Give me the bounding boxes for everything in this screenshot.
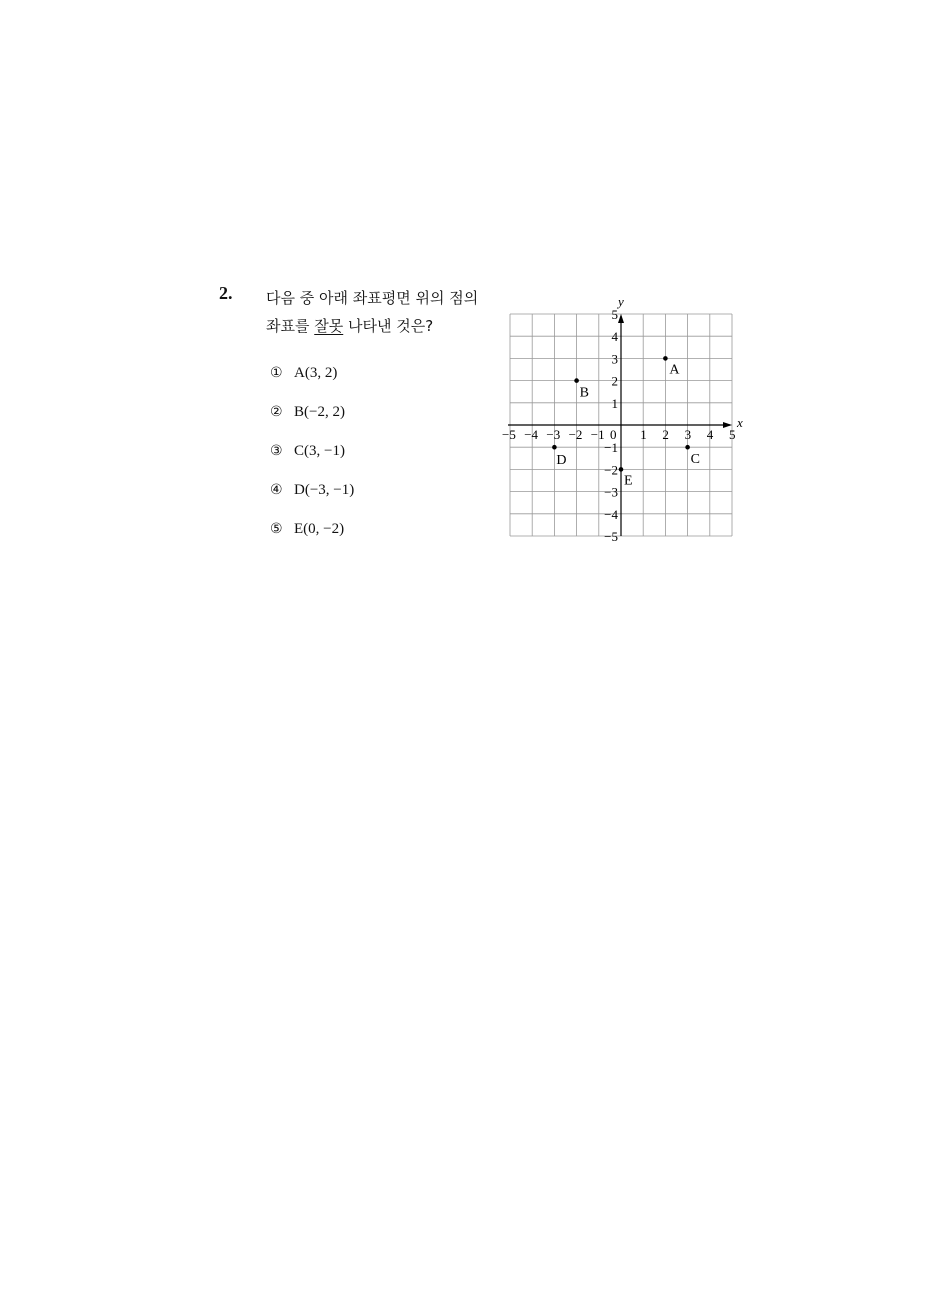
question-line-1: 다음 중 아래 좌표평면 위의 점의: [266, 289, 479, 307]
choice-5[interactable]: [270, 518, 354, 557]
x-tick-label: 3: [684, 427, 692, 442]
y-tick-label: −1: [604, 440, 618, 456]
choice-1-mark: ①: [270, 365, 283, 381]
question-line-2-end: 나타낸 것은?: [343, 317, 434, 335]
coordinate-plane: [498, 294, 758, 544]
y-tick-label: −5: [604, 529, 618, 544]
origin-label: 0: [610, 427, 617, 442]
choice-4-mark: ④: [270, 482, 283, 498]
choice-5-text: E(0, −2): [294, 521, 345, 537]
x-tick-label: −2: [568, 427, 583, 442]
x-tick-label: 5: [729, 427, 736, 442]
x-tick-label: −4: [524, 427, 539, 442]
point-a: [663, 356, 668, 361]
point-c: [685, 445, 690, 450]
point-label-a: A: [669, 362, 680, 378]
x-tick-label: −1: [590, 427, 605, 442]
choice-1-text: A(3, 2): [294, 365, 338, 381]
choice-4-text: D(−3, −1): [294, 482, 355, 498]
x-tick-label: −5: [502, 427, 516, 442]
underlined-word: 잘못: [314, 317, 344, 335]
point-label-e: E: [624, 473, 633, 489]
choice-2[interactable]: [270, 401, 354, 440]
x-tick-label: 1: [640, 427, 647, 442]
answer-choices: [270, 362, 354, 557]
y-tick-label: −2: [604, 462, 618, 478]
y-tick-label: 2: [611, 373, 618, 389]
x-tick-label: 4: [706, 427, 714, 442]
x-axis-label: x: [737, 415, 743, 430]
choice-5-mark: ⑤: [270, 521, 283, 537]
choice-3-mark: ③: [270, 443, 283, 459]
question-text: [266, 284, 496, 340]
y-tick-label: 5: [611, 307, 618, 322]
point-label-b: B: [579, 385, 589, 401]
question-number: 2.: [219, 283, 233, 303]
choice-4[interactable]: [270, 479, 354, 518]
x-tick-label: 2: [662, 427, 669, 442]
choice-2-text: B(−2, 2): [294, 404, 345, 420]
point-label-d: D: [556, 453, 567, 469]
choice-3[interactable]: [270, 440, 354, 479]
y-tick-label: −4: [604, 506, 618, 522]
y-tick-label: 1: [611, 395, 618, 411]
choice-1[interactable]: [270, 362, 354, 401]
y-tick-label: 3: [611, 351, 618, 367]
point-label-c: C: [690, 452, 700, 468]
question-line-2-start: 좌표를: [266, 317, 315, 335]
y-tick-label: −3: [604, 484, 618, 500]
y-axis-arrow: [618, 314, 624, 323]
x-tick-label: −3: [546, 427, 561, 442]
point-e: [619, 467, 624, 472]
choice-3-text: C(3, −1): [294, 443, 345, 459]
y-tick-label: 4: [611, 329, 618, 345]
point-d: [552, 445, 557, 450]
choice-2-mark: ②: [270, 404, 283, 420]
point-b: [574, 378, 579, 383]
y-axis-label: y: [618, 294, 624, 309]
